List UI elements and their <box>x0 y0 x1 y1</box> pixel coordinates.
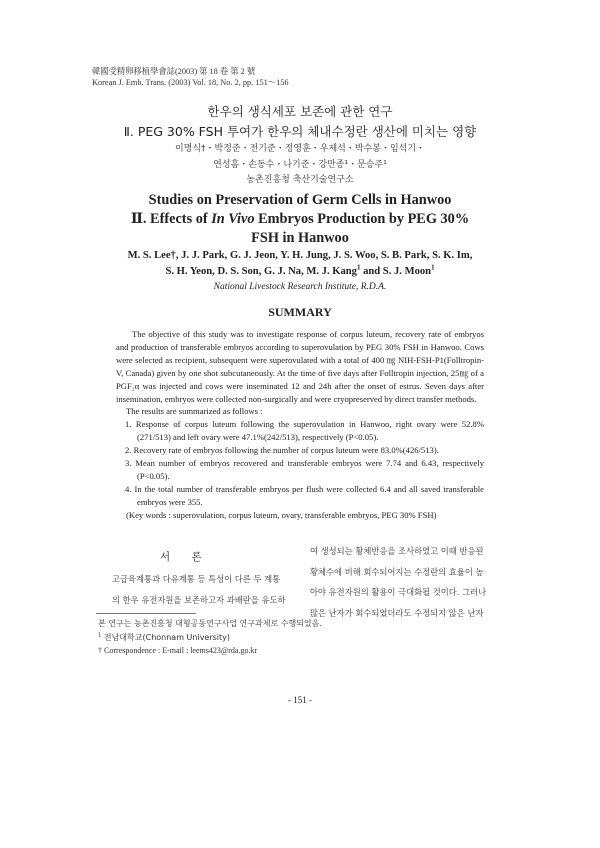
introduction-heading: 서 론 <box>160 551 211 563</box>
result-item: 3. Mean number of embryos recovered and transferable embryos were 7.74 and 6.43, respectively (P<0.05). <box>125 458 484 481</box>
affiliation-footnote-text: 전남대학교(Chonnam University) <box>101 632 231 642</box>
english-authors-line2-b: and S. J. Moon <box>360 266 432 277</box>
summary-body <box>116 328 484 522</box>
english-authors-line2-a: S. H. Yeon, D. S. Son, G. J. Na, M. J. Kang <box>165 266 357 277</box>
introduction-left-column <box>112 569 285 610</box>
text-line: 아야 유전자원의 활용이 극대화될 것이다. 그러나 <box>310 587 487 597</box>
journal-citation-english: Korean J. Emb. Trans. (2003) Vol. 18, No. 2, pp. 151～156 <box>92 78 289 87</box>
results-list <box>116 418 484 508</box>
english-title-line1: Studies on Preservation of Germ Cells in Hanwoo <box>148 192 452 208</box>
korean-affiliation: 농촌진흥청 축산기술연구소 <box>246 175 354 185</box>
result-item: 2. Recovery rate of embryos following the number of corpus luteum were 83.0%(426/513). <box>125 445 439 456</box>
footnote-divider <box>96 613 196 614</box>
text-line: 황체수에 비해 회수되어지는 수정란의 효율이 높 <box>310 566 484 577</box>
correspondence-footnote: † Correspondence : E-mail : leems423@rda.go.kr <box>98 646 258 656</box>
institution: National Livestock Research Institute, R.D.A. <box>213 282 387 292</box>
affiliation-mark: 1 <box>431 264 435 272</box>
page-number: - 151 - <box>288 695 312 705</box>
funding-footnote: 본 연구는 농촌진흥청 대형공동연구사업 연구과제로 수행되었음. <box>98 619 322 628</box>
journal-citation-korean: 韓國受精卵移植學會誌(2003) 第 18 卷 第 2 號 <box>92 67 256 76</box>
text-line: 여 생성되는 황체반응을 조사하였고 이때 반응된 <box>310 546 484 556</box>
abstract-paragraph: The objective of this study was to investigate response of corpus luteum, recovery rate of embryos and production of transferable embryos according to superovulation by PEG 30% FSH in Hanwoo. Cows were selected as recipient, subsequent were superovulated with a total of 400 ㎎ NIH-FSH-P1(Folltropin-V, Canada) given by one shot subcutaneously. At the time of five days after Folltropin injection, 25㎎ of a PGF₂α was injected and cows were inseminated 12 and 24h after the onset of estrus. Seven days after insemination, embryos were collected non-surgically and were cryopreserved by direct transfer methods. <box>116 329 484 404</box>
english-authors-line2 <box>0 266 600 277</box>
english-authors-line1: M. S. Lee†, J. J. Park, G. J. Jeon, Y. H. Jung, J. S. Woo, S. B. Park, S. K. Im, <box>127 250 473 261</box>
affiliation-mark: 1 <box>356 264 361 272</box>
introduction-right-column <box>310 541 486 623</box>
affiliation-mark: 1 <box>98 631 102 638</box>
result-item: 4. In the total number of transferable embryos per flush were collected 6.4 and all saved transferable embryos were 355. <box>125 483 484 507</box>
korean-title-line2: Ⅱ. PEG 30% FSH 투여가 한우의 체내수정란 생산에 미치는 영향 <box>123 124 477 139</box>
korean-title-line1: 한우의 생식세포 보존에 관한 연구 <box>207 104 393 119</box>
english-title-in-vivo: In Vivo <box>211 211 255 227</box>
summary-heading: SUMMARY <box>268 305 332 319</box>
results-intro: The results are summarized as follows : <box>126 406 263 417</box>
english-title-line2 <box>0 211 600 228</box>
english-title-line2-prefix: Ⅱ. Effects of <box>130 211 212 227</box>
affiliation-footnote <box>98 631 322 645</box>
keywords: (Key words : superovulation, corpus luteum, ovary, transferable embryos, PEG 30% FSH) <box>126 509 437 520</box>
journal-header <box>92 66 289 88</box>
korean-authors-line1: 이명식†・박정준・전기준・정영훈・우제석・박수봉・임석기・ <box>174 144 426 154</box>
english-title-line3: FSH in Hanwoo <box>251 230 349 246</box>
text-line: 많은 난자가 회수되었더라도 수정되지 않은 난자 <box>310 607 484 618</box>
text-line: 의 한우 유전자원을 보존하고자 과배란을 유도하 <box>112 594 286 605</box>
english-title-line2-suffix: Embryos Production by PEG 30% <box>254 211 470 227</box>
result-item: 1. Response of corpus luteum following the superovulation in Hanwoo, right ovary were 52.8%(271/513) and left ovary were 47.1%(242/513), respectively (P<0.05). <box>125 419 484 443</box>
text-line: 고급육계통과 다유계통 등 특성이 다른 두 계통 <box>112 574 281 584</box>
korean-authors-line2: 연성흠・손동수・나기준・강만종¹・문승주¹ <box>213 160 387 170</box>
footnotes <box>98 617 322 658</box>
